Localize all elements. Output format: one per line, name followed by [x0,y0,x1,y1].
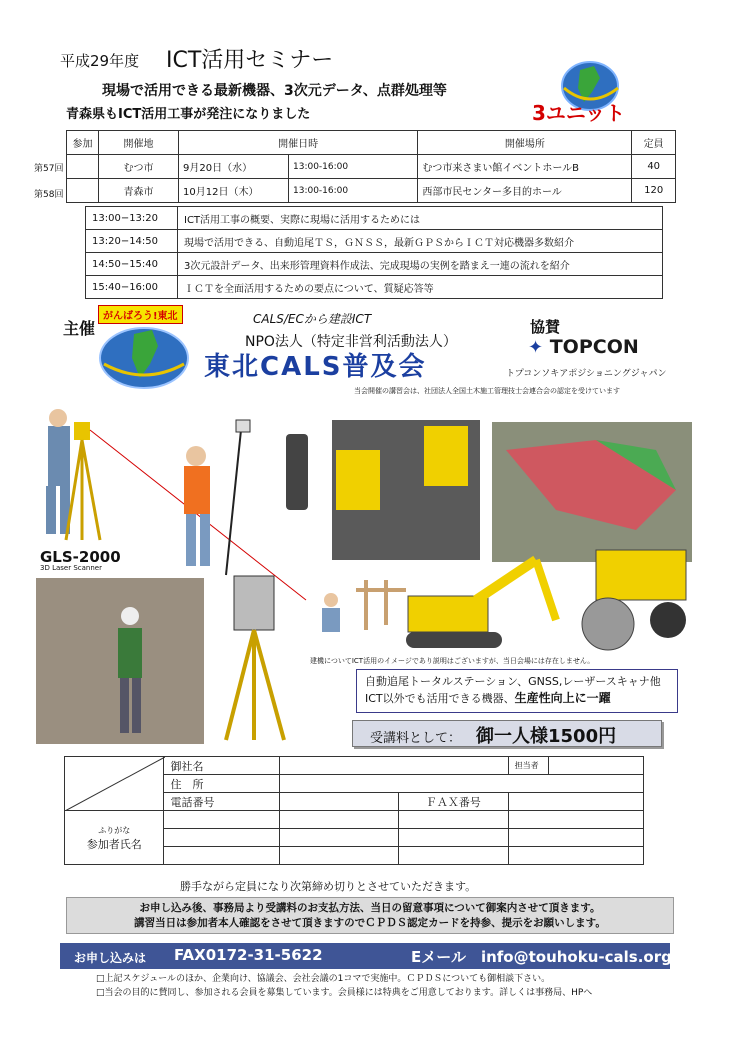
program-desc: 現場で活用できる、自動追尾ＴＳ，ＧＮＳＳ，最新ＧＰＳからＩＣＴ対応機器多数紹介 [178,230,663,253]
feature-line-1: 自動追尾トータルステーション、GNSS,レーザースキャナ他 [365,675,661,688]
program-time: 13:00−13:20 [86,207,178,230]
participant-label: 参加者氏名 [86,837,142,851]
excavator-illustration-icon [406,560,556,648]
participant-input[interactable] [399,829,508,847]
gls-model-label: GLS-2000 [40,548,121,566]
program-time: 15:40−16:00 [86,276,178,299]
participant-input[interactable] [508,847,643,865]
program-desc: ICT活用工事の概要、実際に現場に活用するためには [178,207,663,230]
furigana-label: ふりがな [98,825,131,835]
feature-line-2 [365,690,669,707]
phone-label: 電話番号 [164,793,279,811]
form-corner [65,757,164,811]
city-cell: 青森市 [99,179,179,203]
ganbaro-badge: がんばろう!東北 [98,305,183,324]
venue-cell: むつ市来さまい館イベントホールB [418,155,632,179]
participant-input[interactable] [164,829,279,847]
seminar-subtitle: 現場で活用できる最新機器、3次元データ、点群処理等 [102,83,447,99]
participant-label-cell [65,811,164,865]
host-label: 主催 [63,319,96,338]
gls-subtitle: 3D Laser Scanner [40,564,102,572]
person-input[interactable] [548,757,644,775]
table-row [86,276,663,299]
fee-label: 受講料として： [370,731,462,746]
npo-label: NPO法人（特定非営利活動法人） [245,334,457,350]
image-note: 建機についてICT活用のイメージであり説明はございますが、当日会場には存在しません。 [310,657,595,665]
globe-logo-icon [96,320,192,392]
program-time: 13:20−14:50 [86,230,178,253]
header-venue: 開催場所 [418,131,632,155]
sponsor-name: TOPCON [549,336,639,358]
organizer-name: 東北CALS普及会 [204,352,427,382]
diagonal-line-icon [65,757,165,811]
date-cell: 10月12日（木） [179,179,289,203]
participant-input[interactable] [399,811,508,829]
gnss-surveyor-icon [184,420,250,575]
company-label: 御社名 [164,757,279,775]
total-station-icon [226,576,284,740]
globe-logo-icon [528,58,648,126]
notice-line-1: お申し込み後、事務局より受講料のお支払方法、当日の留意事項について御案内させて頂きます。 [139,902,601,914]
program-time: 14:50−15:40 [86,253,178,276]
session-number: 第57回 [34,164,64,174]
participant-input[interactable] [164,811,279,829]
join-checkbox[interactable] [67,179,99,203]
session-number: 第58回 [34,190,64,200]
person-label: 担当者 [508,757,548,775]
header-city: 開催地 [99,131,179,155]
program-table [85,206,663,299]
address-input[interactable] [279,775,643,793]
fee-value: 御一人様1500円 [476,726,617,747]
header-date: 開催日時 [179,131,418,155]
address-label: 住 所 [164,775,279,793]
sponsor-label: 協賛 [530,318,561,336]
table-row [86,207,663,230]
gnss-receiver-icon [286,434,308,510]
phone-input[interactable] [279,793,398,811]
participant-input[interactable] [279,811,398,829]
program-desc: 3次元設計データ、出来形管理資料作成法、完成現場の実例を踏まえ一連の流れを紹介 [178,253,663,276]
sponsor-subname: トプコンソキアポジショニングジャパン [506,369,667,379]
deadline-note: 勝手ながら定員になり次第締め切りとさせていただきます。 [180,880,477,893]
participant-input[interactable] [279,847,398,865]
participant-input[interactable] [508,811,643,829]
fax-input[interactable] [508,793,643,811]
contact-fax[interactable]: FAX0172-31-5622 [174,946,323,964]
time-cell: 13:00-16:00 [289,179,418,203]
join-checkbox[interactable] [67,155,99,179]
contact-label: お申し込みは [74,951,147,965]
capacity-cell: 120 [632,179,676,203]
participant-input[interactable] [279,829,398,847]
program-desc: ＩＣＴを全面活用するための要点について、質疑応答等 [178,276,663,299]
cpds-note: 当会開催の講習会は、社団法人全国土木施工管理技士会連合会の認定を受けています [354,387,620,395]
table-row [67,179,676,203]
date-cell: 9月20日（水） [179,155,289,179]
topcon-mark-icon: ✦ [528,337,544,358]
participant-input[interactable] [399,847,508,865]
registration-form [64,756,644,865]
table-row [86,253,663,276]
schedule-table [66,130,676,203]
time-cell: 13:00-16:00 [289,155,418,179]
participant-input[interactable] [164,847,279,865]
feature-line-2b: 生産性向上に一躍 [514,691,611,705]
notice-line-2: 講習当日は参加者本人確認をさせて頂きますのでＣＰＤＳ認定カードを持参、提示をお願いします。 [134,917,606,929]
footer-note-2: □当会の目的に賛同し、参加される会員を募集しています。会員様には特典をご用意しております。詳しくは事務局、HPへ [96,988,593,998]
table-header-row [67,131,676,155]
feature-box [356,669,678,713]
cals-tagline: CALS/ECから建設ICT [253,312,372,326]
footer-note-1: □上記スケジュールのほか、企業向け、協議会、会社会議の1コマで実施中。ＣＰＤＳについても御相談下さい。 [96,974,551,984]
notice-box [66,897,674,934]
roller-illustration-icon [582,550,686,650]
fax-label: ＦＡＸ番号 [399,793,508,811]
venue-cell: 西部市民センター多目的ホール [418,179,632,203]
table-row [67,155,676,179]
header-join: 参加 [67,131,99,155]
seminar-title: ICT活用セミナー [166,48,334,73]
feature-line-2a: ICT以外でも活用できる機器、 [365,692,515,705]
topcon-logo-icon [528,336,639,358]
contact-email[interactable]: Eメール info@touhoku-cals.org [411,948,672,966]
unit-logo-text: 3ユニット [532,101,626,125]
seminar-year: 平成29年度 [60,52,140,70]
table-row [86,230,663,253]
participant-input[interactable] [508,829,643,847]
aomori-notice: 青森県もICT活用工事が発注になりました [66,107,311,122]
header-capacity: 定員 [632,131,676,155]
capacity-cell: 40 [632,155,676,179]
company-input[interactable] [279,757,508,775]
city-cell: むつ市 [99,155,179,179]
